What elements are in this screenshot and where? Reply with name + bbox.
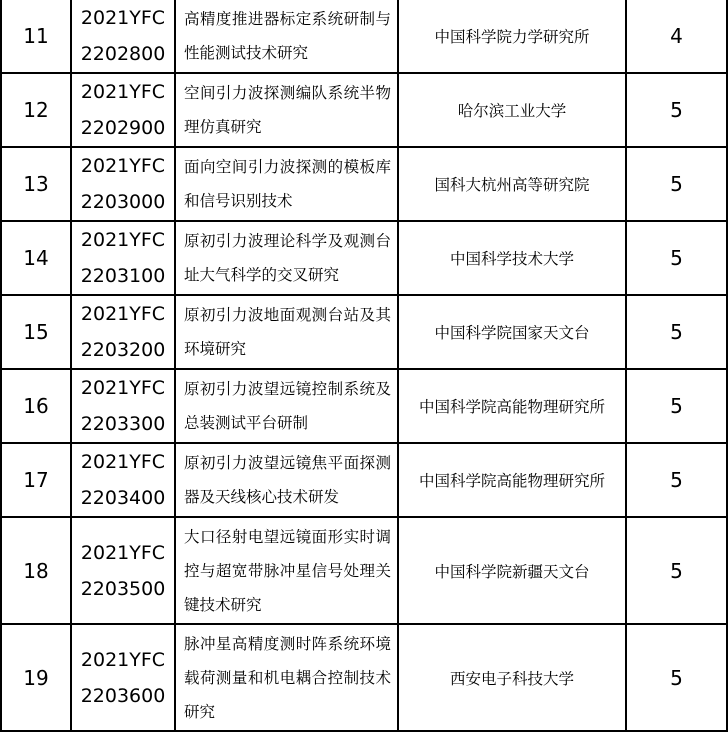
row-number: 15 xyxy=(1,295,71,369)
project-code-line2: 2202900 xyxy=(80,117,166,139)
count-value: 5 xyxy=(626,73,727,147)
project-code-line2: 2203200 xyxy=(80,339,166,361)
row-number: 14 xyxy=(1,221,71,295)
project-code-line1: 2021YFC xyxy=(80,155,166,177)
project-code-line2: 2203000 xyxy=(80,191,166,213)
project-code xyxy=(71,369,175,443)
project-code xyxy=(71,221,175,295)
project-title-text: 大口径射电望远镜面形实时调控与超宽带脉冲星信号处理关键技术研究 xyxy=(184,527,391,614)
project-title-text: 原初引力波望远镜控制系统及总装测试平台研制 xyxy=(184,380,391,432)
institution: 中国科学院新疆天文台 xyxy=(398,517,626,624)
institution: 中国科学技术大学 xyxy=(398,221,626,295)
table-row xyxy=(1,517,727,624)
row-number: 19 xyxy=(1,624,71,731)
project-code xyxy=(71,443,175,517)
project-title-text: 高精度推进器标定系统研制与性能测试技术研究 xyxy=(184,10,391,62)
project-title-text: 原初引力波理论科学及观测台址大气科学的交叉研究 xyxy=(184,232,391,284)
table-row xyxy=(1,624,727,731)
project-code-line1: 2021YFC xyxy=(80,377,166,399)
row-number: 17 xyxy=(1,443,71,517)
project-code-line2: 2203300 xyxy=(80,413,166,435)
row-number: 11 xyxy=(1,0,71,73)
table-row xyxy=(1,443,727,517)
row-number: 12 xyxy=(1,73,71,147)
institution: 中国科学院力学研究所 xyxy=(398,0,626,73)
project-title xyxy=(175,369,398,443)
count-value: 5 xyxy=(626,221,727,295)
project-title xyxy=(175,73,398,147)
count-value: 5 xyxy=(626,369,727,443)
project-code xyxy=(71,147,175,221)
project-code-line1: 2021YFC xyxy=(80,7,166,29)
table-row xyxy=(1,221,727,295)
project-code xyxy=(71,0,175,73)
project-code-line1: 2021YFC xyxy=(80,451,166,473)
project-title-text: 面向空间引力波探测的模板库和信号识别技术 xyxy=(184,158,391,210)
row-number: 16 xyxy=(1,369,71,443)
project-code xyxy=(71,624,175,731)
table-row xyxy=(1,295,727,369)
project-title xyxy=(175,0,398,73)
table-row xyxy=(1,0,727,73)
institution: 中国科学院高能物理研究所 xyxy=(398,443,626,517)
project-code xyxy=(71,517,175,624)
table-row xyxy=(1,369,727,443)
project-title xyxy=(175,221,398,295)
institution: 西安电子科技大学 xyxy=(398,624,626,731)
project-code-line2: 2203100 xyxy=(80,265,166,287)
project-title xyxy=(175,624,398,731)
count-value: 4 xyxy=(626,0,727,73)
project-title xyxy=(175,295,398,369)
table-row xyxy=(1,147,727,221)
institution: 中国科学院国家天文台 xyxy=(398,295,626,369)
project-title-text: 空间引力波探测编队系统半物理仿真研究 xyxy=(184,84,391,136)
project-code xyxy=(71,73,175,147)
count-value: 5 xyxy=(626,624,727,731)
project-code-line1: 2021YFC xyxy=(80,303,166,325)
table-row xyxy=(1,73,727,147)
project-title-text: 原初引力波地面观测台站及其环境研究 xyxy=(184,306,391,358)
project-code-line2: 2203500 xyxy=(80,577,166,600)
count-value: 5 xyxy=(626,147,727,221)
project-title-text: 脉冲星高精度测时阵系统环境载荷测量和机电耦合控制技术研究 xyxy=(184,634,391,721)
project-code-line2: 2203600 xyxy=(80,684,166,707)
institution: 哈尔滨工业大学 xyxy=(398,73,626,147)
project-code-line1: 2021YFC xyxy=(80,648,166,671)
project-title-text: 原初引力波望远镜焦平面探测器及天线核心技术研发 xyxy=(184,454,391,506)
count-value: 5 xyxy=(626,517,727,624)
project-code xyxy=(71,295,175,369)
project-code-line2: 2202800 xyxy=(80,43,166,65)
project-title xyxy=(175,443,398,517)
project-code-line1: 2021YFC xyxy=(80,541,166,564)
count-value: 5 xyxy=(626,443,727,517)
institution: 国科大杭州高等研究院 xyxy=(398,147,626,221)
row-number: 18 xyxy=(1,517,71,624)
project-code-line1: 2021YFC xyxy=(80,229,166,251)
project-code-line2: 2203400 xyxy=(80,487,166,509)
project-title xyxy=(175,147,398,221)
count-value: 5 xyxy=(626,295,727,369)
institution: 中国科学院高能物理研究所 xyxy=(398,369,626,443)
project-code-line1: 2021YFC xyxy=(80,81,166,103)
project-title xyxy=(175,517,398,624)
row-number: 13 xyxy=(1,147,71,221)
